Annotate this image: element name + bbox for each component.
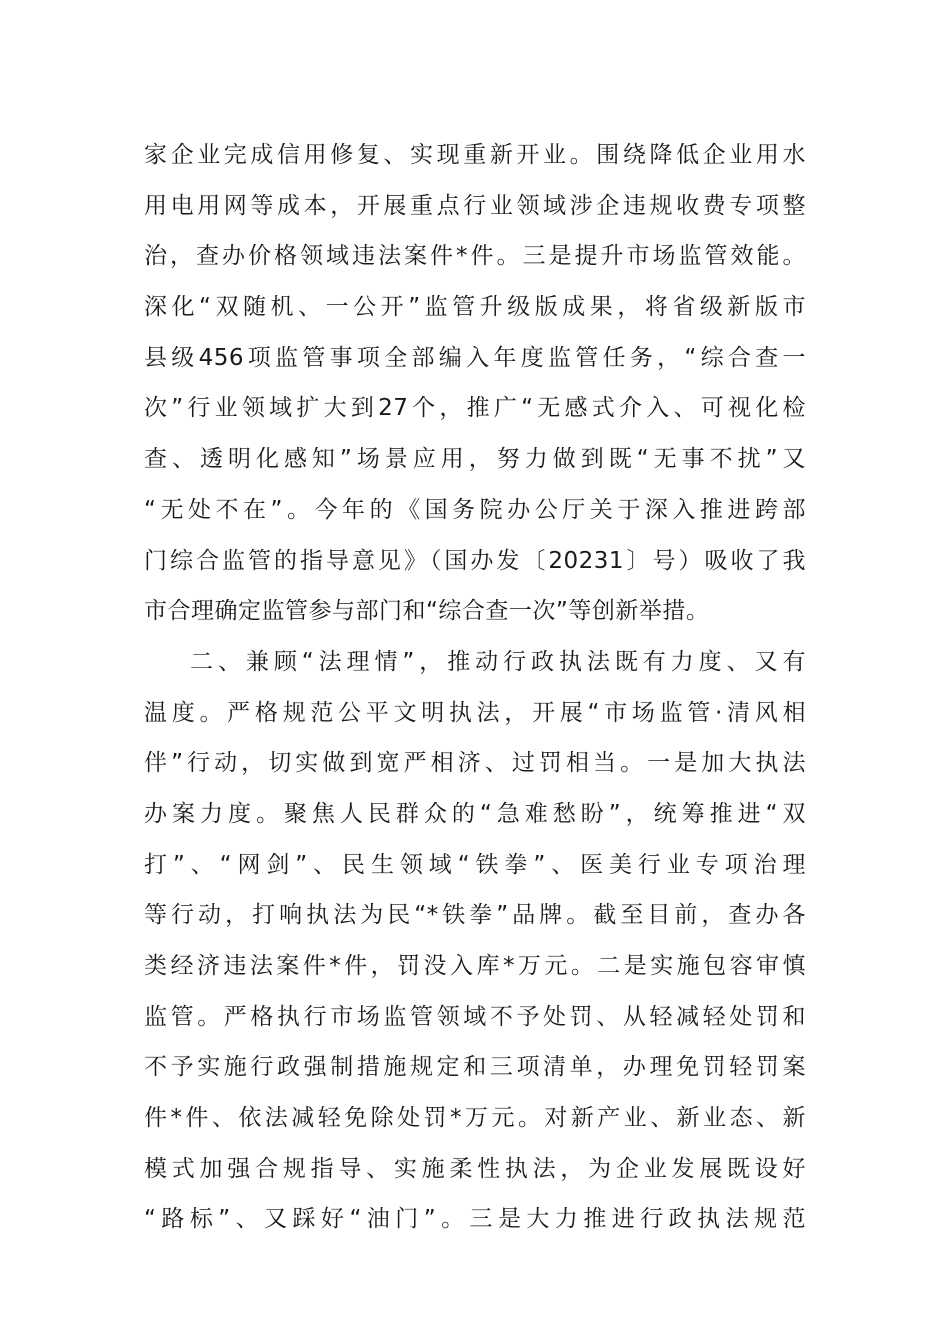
text-line: “路标”、又踩好“油门”。三是大力推进行政执法规范 (144, 1206, 806, 1233)
text-line: 办案力度。聚焦人民群众的“急难愁盼”，统筹推进“双 (144, 800, 806, 827)
text-line: “无处不在”。今年的《国务院办公厅关于深入推进跨部 (144, 496, 806, 523)
text-line: 查、透明化感知”场景应用，努力做到既“无事不扰”又 (144, 446, 806, 473)
text-line: 次”行业领域扩大到27个，推广“无感式介入、可视化检 (144, 395, 806, 422)
text-line: 类经济违法案件*件，罚没入库*万元。二是实施包容审慎 (144, 953, 806, 979)
text-line: 门综合监管的指导意见》（国办发〔20231〕号）吸收了我 (144, 547, 806, 574)
text-line: 二、兼顾“法理情”，推动行政执法既有力度、又有 (190, 648, 806, 675)
text-line: 县级456项监管事项全部编入年度监管任务，“综合查一 (144, 344, 806, 371)
text-line: 市合理确定监管参与部门和“综合查一次”等创新举措。 (144, 598, 710, 625)
text-line: 家企业完成信用修复、实现重新开业。围绕降低企业用水 (144, 142, 806, 168)
body-text (144, 130, 806, 1245)
text-line: 深化“双随机、一公开”监管升级版成果，将省级新版市 (144, 294, 806, 321)
text-line: 伴”行动，切实做到宽严相济、过罚相当。一是加大执法 (144, 750, 806, 777)
text-line: 模式加强合规指导、实施柔性执法，为企业发展既设好 (144, 1155, 806, 1182)
text-line: 监管。严格执行市场监管领域不予处罚、从轻减轻处罚和 (144, 1003, 806, 1030)
text-line: 温度。严格规范公平文明执法，开展“市场监管·清风相 (144, 699, 806, 726)
text-line: 等行动，打响执法为民“*铁拳”品牌。截至目前，查办各 (144, 902, 806, 929)
text-line: 件*件、依法减轻免除处罚*万元。对新产业、新业态、新 (144, 1105, 806, 1132)
text-line: 打”、“网剑”、民生领域“铁拳”、医美行业专项治理 (144, 851, 806, 878)
text-line: 治，查办价格领域违法案件*件。三是提升市场监管效能。 (144, 243, 806, 270)
text-line: 用电用网等成本，开展重点行业领域涉企违规收费专项整 (144, 192, 806, 219)
text-line: 不予实施行政强制措施规定和三项清单，办理免罚轻罚案 (144, 1054, 806, 1081)
